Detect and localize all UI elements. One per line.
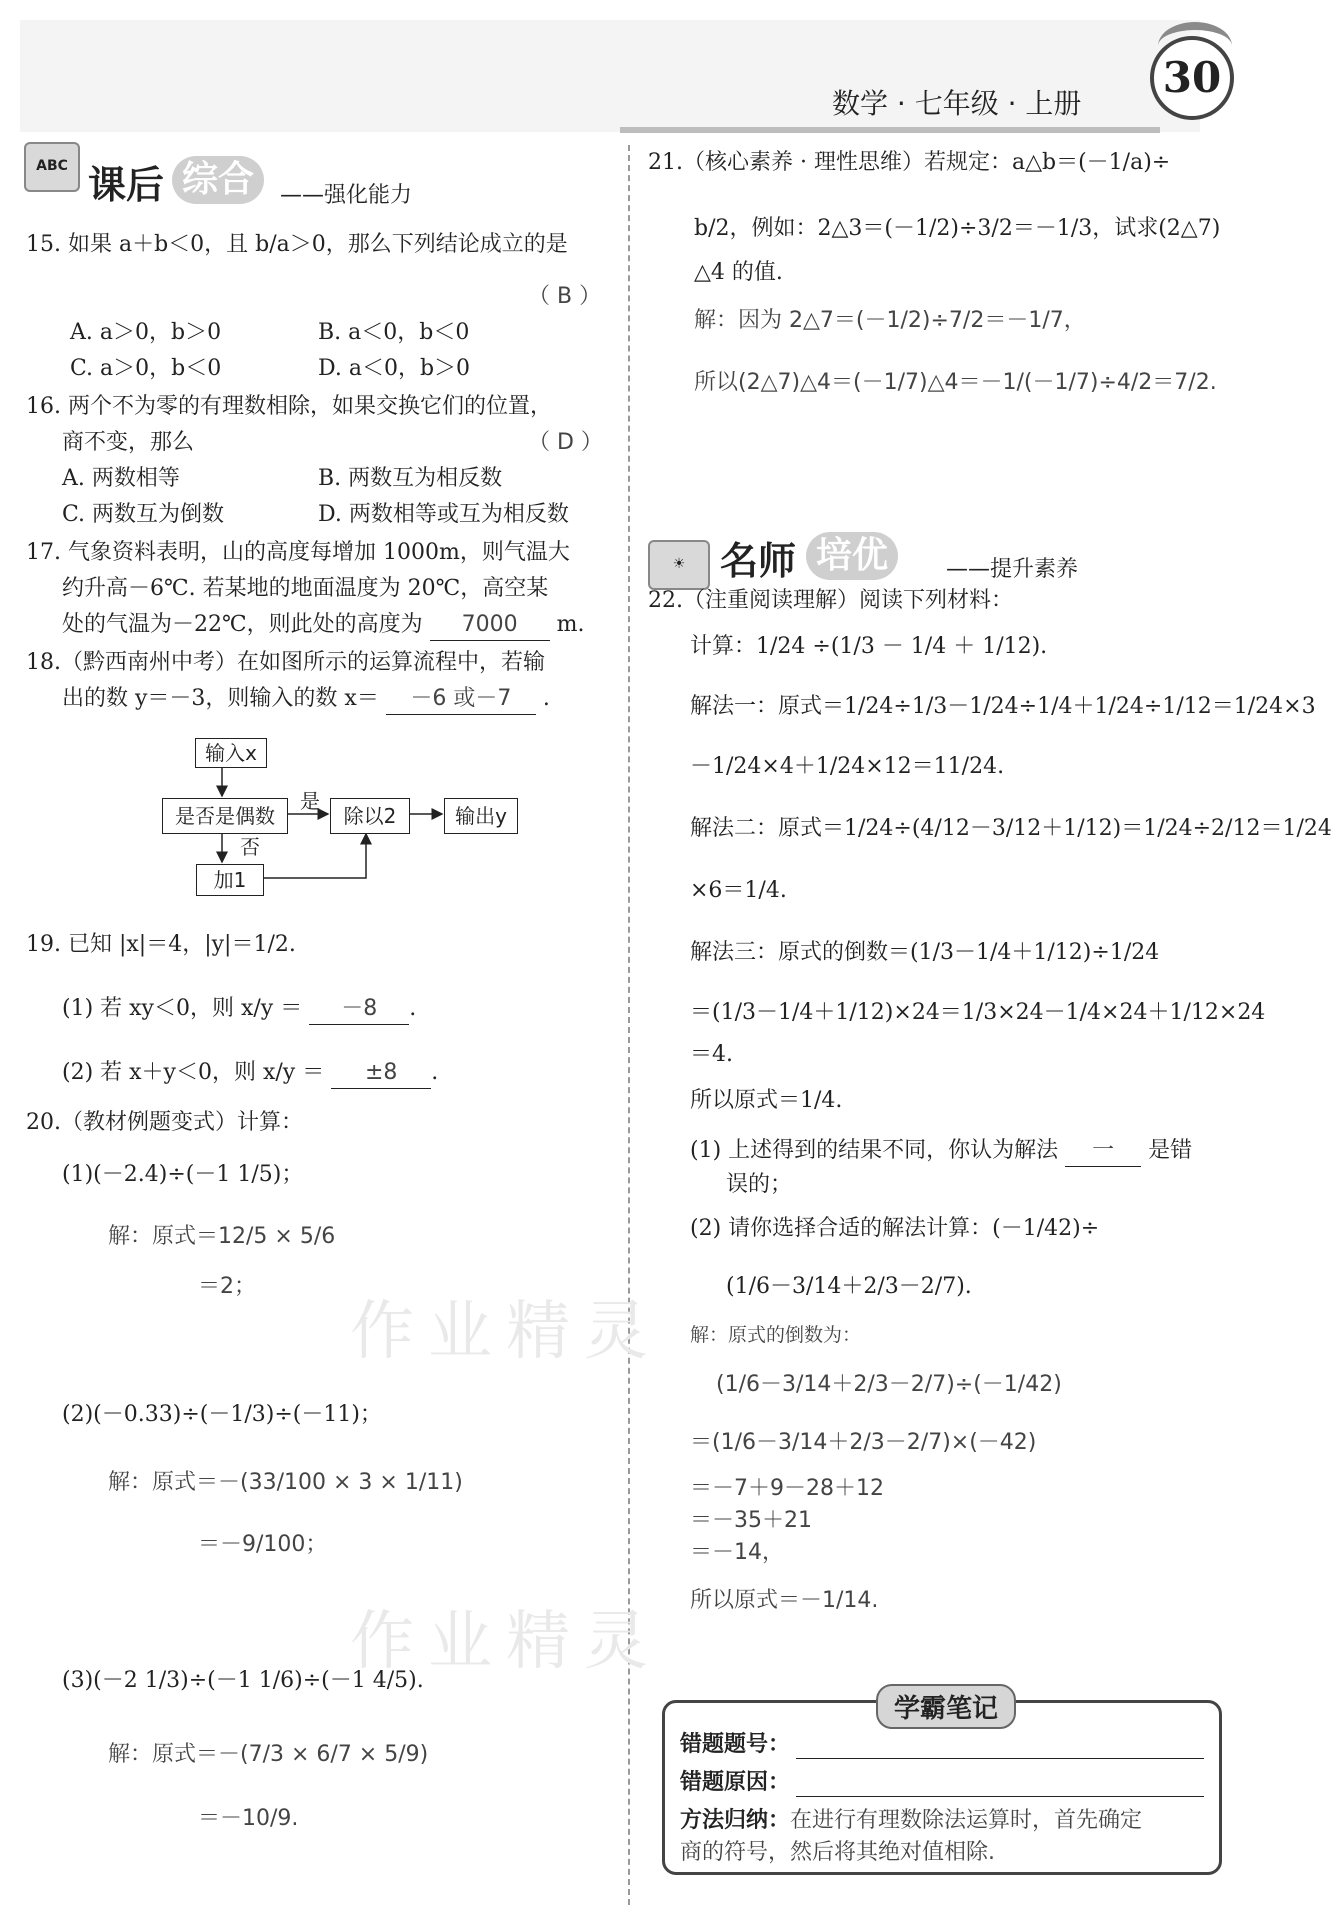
page-number: 30: [1150, 36, 1234, 120]
text: (1) 若 xy＜0，则 x/y ＝: [62, 996, 303, 1021]
solution-line: 解：原式＝12/5 × 5/6: [108, 1224, 336, 1249]
notes-line: [796, 1796, 1204, 1797]
answer-choice: （ B ）: [528, 284, 602, 309]
solution-line: 解：因为 2△7＝(－1/2)÷7/2＝－1/7，: [694, 308, 1086, 333]
question-stem: 15. 如果 a＋b＜0，且 b/a＞0，那么下列结论成立的是: [26, 232, 568, 257]
study-notes-title: 学霸笔记: [876, 1684, 1016, 1729]
solution-line: 所以原式＝－1/14.: [690, 1588, 879, 1613]
text: 出的数 y＝－3，则输入的数 x＝: [62, 686, 379, 711]
section-subtitle: ——强化能力: [280, 183, 413, 208]
question-stem: 22.（注重阅读理解）阅读下列材料：: [648, 588, 1013, 613]
section-title-pill: 综合: [172, 156, 264, 204]
material-line: 解法一：原式＝1/24÷1/3－1/24÷1/4＋1/24÷1/12＝1/24×3: [690, 694, 1316, 719]
answer-blank: －8: [309, 994, 409, 1025]
question-stem: 19. 已知 |x|＝4，|y|＝1/2.: [26, 932, 296, 957]
question-stem: 约升高－6℃. 若某地的地面温度为 20℃，高空某: [62, 576, 549, 601]
header-rule: [620, 127, 1160, 133]
question-part: (2) 请你选择合适的解法计算：(－1/42)÷: [690, 1216, 1100, 1241]
option: B. a＜0，b＜0: [318, 320, 470, 345]
question-part: (2)(－0.33)÷(－1/3)÷(－11)；: [62, 1402, 382, 1427]
answer-blank: 一: [1065, 1136, 1141, 1167]
solution-line: ＝－7＋9－28＋12: [690, 1476, 884, 1501]
question-stem: 16. 两个不为零的有理数相除，如果交换它们的位置，: [26, 394, 552, 419]
notes-text: 在进行有理数除法运算时，首先确定: [790, 1808, 1143, 1833]
option: D. 两数相等或互为相反数: [318, 502, 569, 527]
book-title: 数学 · 七年级 · 上册: [832, 87, 1082, 120]
text: 处的气温为－22℃，则此处的高度为: [62, 612, 423, 637]
text: m.: [556, 612, 585, 637]
question-stem: △4 的值.: [694, 260, 783, 285]
flow-no-label: 否: [240, 835, 260, 859]
question-part: (3)(－2 1/3)÷(－1 1/6)÷(－1 4/5).: [62, 1668, 424, 1693]
answer-blank: ±8: [331, 1058, 431, 1089]
question-stem: 18.（黔西南州中考）在如图所示的运算流程中，若输: [26, 650, 545, 675]
section-subtitle: ——提升素养: [946, 557, 1079, 582]
notes-method: [680, 1806, 1142, 1836]
section-title-pill: 培优: [806, 532, 898, 580]
question-stem: [62, 610, 584, 641]
watermark: 作业精灵: [350, 1295, 662, 1369]
notes-line: [796, 1758, 1204, 1759]
section-title: 名师: [720, 539, 797, 583]
material-line: －1/24×4＋1/24×12＝11/24.: [690, 754, 1005, 779]
question-part: (2) 若 x＋y＜0，则 x/y ＝ ±8 .: [62, 1058, 438, 1089]
solution-line: 解：原式＝－(33/100 × 3 × 1/11): [108, 1470, 463, 1495]
solution-line: ＝－35＋21: [690, 1508, 812, 1533]
option: C. 两数互为倒数: [62, 502, 225, 527]
answer-choice: （ D ）: [528, 430, 603, 455]
flow-yes-label: 是: [300, 789, 320, 813]
notes-label: 方法归纳：: [680, 1808, 791, 1833]
text: .: [542, 686, 550, 711]
solution-line: 解：原式的倒数为：: [690, 1324, 862, 1346]
solution-line: 所以(2△7)△4＝(－1/7)△4＝－1/(－1/7)÷4/2＝7/2.: [694, 370, 1217, 395]
lamp-icon: ☀: [648, 540, 710, 590]
question-part: [690, 1136, 1192, 1167]
text: (2) 若 x＋y＜0，则 x/y ＝: [62, 1060, 325, 1085]
question-stem: 21.（核心素养 · 理性思维）若规定：a△b＝(－1/a)÷: [648, 150, 1171, 175]
solution-line: (1/6－3/14＋2/3－2/7)÷(－1/42): [716, 1372, 1062, 1397]
solution-line: ＝2；: [198, 1274, 256, 1299]
solution-line: 解：原式＝－(7/3 × 6/7 × 5/9): [108, 1742, 429, 1767]
solution-line: ＝－10/9.: [198, 1806, 299, 1831]
notes-text: 商的符号，然后将其绝对值相除.: [680, 1840, 995, 1865]
material-line: 计算：1/24 ÷(1/3 － 1/4 ＋ 1/12).: [690, 634, 1048, 659]
answer-blank: －6 或－7: [386, 684, 536, 715]
material-line: ＝4.: [690, 1042, 733, 1067]
material-line: 所以原式＝1/4.: [690, 1088, 843, 1113]
watermark: 作业精灵: [350, 1605, 662, 1679]
option: B. 两数互为相反数: [318, 466, 503, 491]
notes-label: 错题原因：: [680, 1770, 791, 1795]
question-part: 误的；: [726, 1172, 793, 1197]
text: 是错: [1148, 1138, 1193, 1163]
question-stem: 商不变，那么: [62, 430, 195, 455]
option: A. a＞0，b＞0: [70, 320, 222, 345]
section-title: 课后: [88, 163, 165, 207]
question-part: (1/6－3/14＋2/3－2/7).: [726, 1274, 972, 1299]
material-line: 解法三：原式的倒数＝(1/3－1/4＋1/12)÷1/24: [690, 940, 1160, 965]
question-stem: b/2，例如：2△3＝(－1/2)÷3/2＝－1/3，试求(2△7): [694, 216, 1221, 241]
option: D. a＜0，b＞0: [318, 356, 471, 381]
book-icon: ABC: [24, 142, 80, 192]
solution-line: ＝(1/6－3/14＋2/3－2/7)×(－42): [690, 1430, 1037, 1455]
question-stem: [62, 684, 550, 715]
option: A. 两数相等: [62, 466, 180, 491]
flow-divide-box: 除以2: [330, 798, 410, 834]
material-line: ＝(1/3－1/4＋1/12)×24＝1/3×24－1/4×24＋1/12×24: [690, 1000, 1266, 1025]
material-line: ×6＝1/4.: [690, 878, 787, 903]
question-part: (1) 若 xy＜0，则 x/y ＝ －8 .: [62, 994, 416, 1025]
solution-line: ＝－9/100；: [198, 1532, 328, 1557]
flow-check-box: 是否是偶数: [162, 798, 288, 834]
question-stem: 20.（教材例题变式）计算：: [26, 1110, 303, 1135]
notes-label: 错题题号：: [680, 1732, 791, 1757]
option: C. a＞0，b＜0: [70, 356, 222, 381]
question-part: (1)(－2.4)÷(－1 1/5)；: [62, 1162, 304, 1187]
text: (1) 上述得到的结果不同，你认为解法: [690, 1138, 1059, 1163]
flow-input-box: 输入x: [195, 738, 267, 768]
answer-blank: 7000: [430, 610, 550, 641]
solution-line: ＝－14，: [690, 1540, 784, 1565]
flow-add-box: 加1: [196, 864, 264, 896]
material-line: 解法二：原式＝1/24÷(4/12－3/12＋1/12)＝1/24÷2/12＝1/24: [690, 816, 1332, 841]
flow-output-box: 输出y: [444, 798, 518, 834]
question-stem: 17. 气象资料表明，山的高度每增加 1000m，则气温大: [26, 540, 570, 565]
